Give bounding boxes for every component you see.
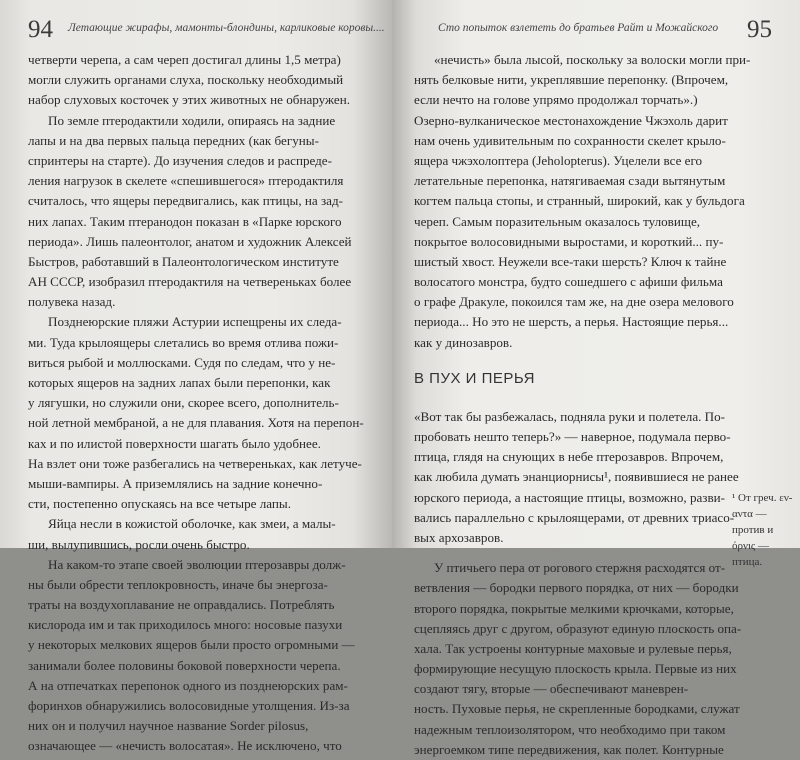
text-line: ши, вылупившись, росли очень быстро. [28,536,250,552]
text-line: кислорода им и так приходилось много: носовые пазухи [28,617,343,633]
text-line: лапы и на два первых пальца передних (как бегуны- [28,132,319,148]
text-line: энергоемком типе передвижения, как полет. Контурные [414,741,724,757]
left-page [0,0,392,754]
text-line: спринтеры на старте). До изучения следов и распреде- [28,152,332,168]
section-heading: В ПУХ И ПЕРЬЯ [414,369,535,387]
text-line: если нечто на голове упрямо продолжал торчать».) [414,92,698,108]
text-line: когтем пальца стопы, и странный, широкий, как у бульдога [414,193,745,209]
left-page-body [28,50,364,757]
text-line: четверти черепа, а сам череп достигал длины 1,5 метра) [28,52,341,67]
text-line: волосатого монстра, будто сошедшего с афиши фильма [414,274,723,290]
text-line: о графе Дракуле, покоился там же, на дне озера мелового [414,294,734,310]
text-line: могли служить органами слуха, поскольку необходимый [28,72,344,88]
text-line: череп. Самым поразительным оказалось туловище, [414,213,701,229]
text-line: На взлет они тоже разбегались на четвереньках, как летуче- [28,455,362,471]
text-line: шистый хвост. Неужели все-таки шерсть? Ключ к тайне [414,253,727,269]
text-line: юрского периода, а настоящие птицы, возможно, разви- [414,489,726,505]
running-title: Летающие жирафы, мамонты-блондины, карликовые коровы.... [68,22,385,34]
text-line: А на отпечатках перепонок одного из позднеюрских рам- [28,677,348,693]
text-line: полувека назад. [28,294,116,310]
running-title: Сто попыток взлететь до братьев Райт и Можайского [438,22,719,34]
text-line: них лапах. Таким птеранодон показан в «Парке юрского [28,213,342,229]
page-number: 95 [747,16,772,43]
text-line: «нечисть» была лысой, поскольку за волоски могли при- [434,52,751,67]
text-line: надежным теплоизолятором, что необходимо при таком [414,721,726,737]
text-line: набор слуховых косточек у этих животных не обнаружен. [28,92,350,108]
text-line: ках и по илистой поверхности шагать было удобнее. [28,435,321,451]
text-line: ны были обрести теплокровность, иначе бы энергоза- [28,576,328,592]
footnote: ¹ От греч. εν-αντα — против и όρνις — птица. [732,492,793,568]
text-line: АН СССР, изобразил птеродактиля на четвереньках более [28,274,352,290]
text-line: форинхов обнаружились волосовидные утолщения. Из-за [28,698,350,713]
left-page-header [28,16,385,50]
text-line: На каком-то этапе своей эволюции птерозавры долж- [48,556,346,572]
text-line: считалось, что ящеры передвигались, как птицы, на зад- [28,193,343,209]
text-line: нам очень удивительным по сохранности скелет крыло- [414,132,726,148]
text-line: птица, глядя на снующих в небе птерозавров. Впрочем, [414,449,724,465]
text-line: ящера чжэхолоптера (Jeholopterus). Уцелели все его [414,152,703,168]
text-line: пробовать нешто теперь?» — наверное, подумала перво- [414,429,731,444]
text-line: занимали более половины боковой поверхности черепа. [28,657,341,673]
text-line: сцепляясь друг с другом, образуют единую плоскость опа- [414,620,742,636]
text-line: вых архозавров. [414,529,504,545]
text-line: летательные перепонка, натягиваемая сзади вытянутым [414,173,726,189]
text-line: как любила думать энанциорнисы¹, появившиеся не ранее [414,469,739,485]
text-line: Озерно-вулканическое местонахождение Чжэхоль дарит [414,112,728,128]
text-line: ления нагрузок в скелете «спешившегося» птеродактиля [28,173,344,189]
text-line: хала. Так устроены контурные маховые и рулевые перья, [414,640,732,656]
text-line: У птичьего пера от рогового стержня расходятся от- [434,560,726,576]
text-line: периода». Лишь палеонтолог, анатом и художник Алексей [28,233,352,249]
page-number: 94 [28,16,53,43]
text-line: создают тягу, вторые — обеспечивают маневрен- [414,681,689,697]
text-line: траты на воздухоплавание не оправдались. Потреблять [28,597,335,613]
text-line: у лягушки, но служили они, скорее всего, дополнитель- [28,395,339,411]
text-line: них он и получил научное название Sorder pilosus, [28,718,309,734]
right-page-body [414,50,751,760]
text-line: формирующие несущую плоскость крыла. Первые из них [414,661,737,677]
text-line: «Вот так бы разбежалась, подняла руки и полетела. По- [414,408,726,424]
text-line: Быстров, работавший в Палеонтологическом институте [28,253,339,269]
text-line: означающее — «нечисть волосатая». Не исключено, что [28,738,342,754]
text-line: Яйца несли в кожистой оболочке, как змеи, а малы- [48,516,336,532]
text-line: у некоторых мелкових ящеров были просто огромными — [28,637,355,653]
right-page-header [414,16,780,50]
text-line: нять белковые нити, укреплявшие перепонку. (Впрочем, [414,72,729,88]
text-line: периода... Но это не шерсть, а перья. Настоящие перья... [414,314,729,330]
text-line: ной летной мембраной, а не для плавания. Хотя на перепон- [28,415,364,431]
text-line: мыши-вампиры. А приземлялись на задние конечно- [28,475,323,491]
text-line: виться рыбой и моллюсками. Судя по следам, что у не- [28,354,336,370]
text-line: покрытое волосовидными выростами, и короткий... пу- [414,233,724,249]
text-line: ветвления — бородки первого порядка, от них — бородки [414,580,739,596]
text-line: сти, постепенно опускаясь на все четыре лапы. [28,496,291,512]
text-line: Позднеюрские пляжи Астурии испещрены их следа- [48,314,342,330]
right-page [392,0,800,757]
text-line: которых ящеров на задних лапах были перепонки, как [28,375,331,390]
text-line: По земле птеродактили ходили, опираясь на задние [48,112,336,128]
text-line: ность. Пуховые перья, не скрепленные бородками, служат [414,701,740,717]
text-line: ми. Туда крылоящеры слетались во время отлива пожи- [28,334,339,350]
text-line: вались параллельно с крылоящерами, от древних триасо- [414,509,735,525]
text-line: второго порядка, покрытые мелкими крючками, которые, [414,600,734,616]
text-line: как у динозавров. [414,334,513,350]
